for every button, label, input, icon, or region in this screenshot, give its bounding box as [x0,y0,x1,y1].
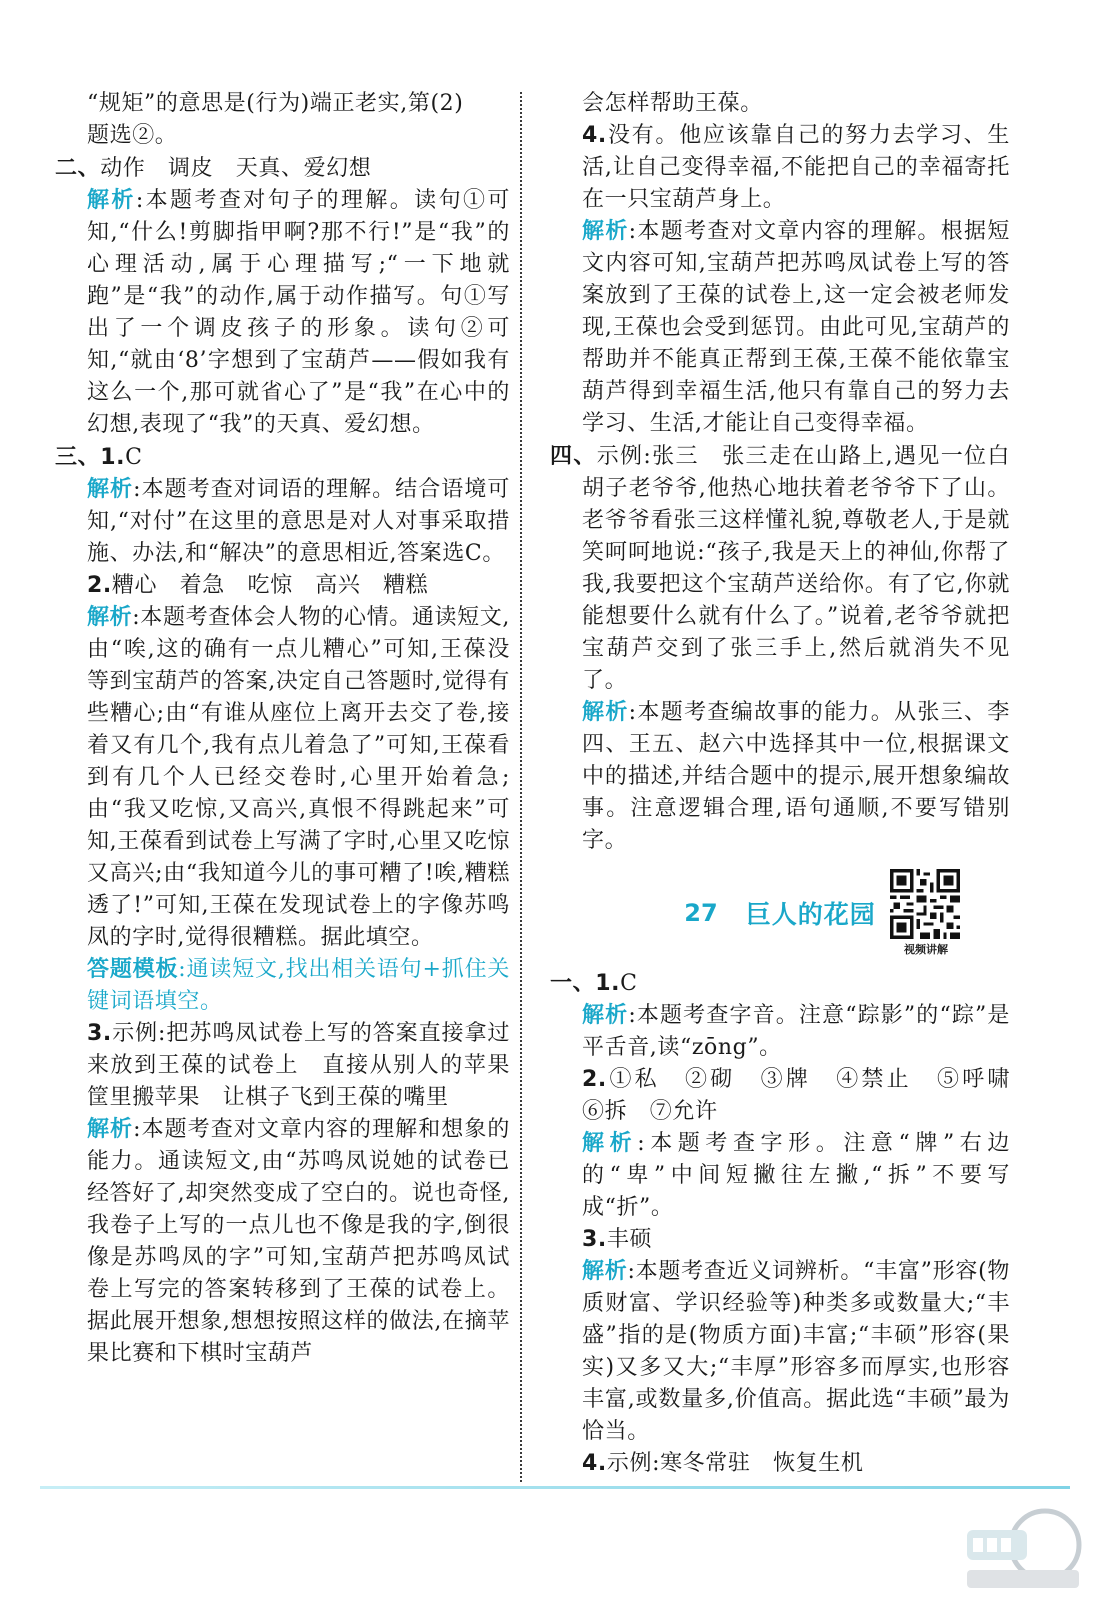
column-divider [520,92,522,1482]
section-3-q4-answer: 4.没有。他应该靠自己的努力去学习、生活,让自己变得幸福,不能把自己的幸福寄托在一只宝葫芦身上。 [582,123,1010,212]
lesson27-q3-explanation: 解析:本题考查近义词辨析。“丰富”形容(物质财富、学识经验等)种类多或数量大;“丰盛”指的是(物质方面)丰富;“丰硕”形容(果实)又多又大;“丰厚”形容多而厚实,也形容丰富,或数量多,价值高。据此选“丰硕”最为恰当。 [582,1259,1011,1444]
section-3-q1-explanation: 解析:本题考查对词语的理解。结合语境可知,“对付”在这里的意思是对人对事采取措施、办法,和“解决”的意思相近,答案选C。 [87,477,510,566]
lesson-number: 27 [684,899,718,927]
lesson-title: 巨人的花园 [745,900,876,929]
jiexi-label: 解析 [582,1003,629,1028]
lesson27-q1-answer: 一、1.C [550,970,638,996]
left-line-1: “规矩”的意思是(行为)端正老实,第(2) [87,91,464,116]
watermark-logo-icon [953,1500,1093,1595]
jiexi-label: 解析 [87,188,136,213]
section-3-q2-explanation: 解析:本题考查体会人物的心情。通读短文,由“唉,这的确有一点儿糟心”可知,王葆没等到宝葫芦的答案,决定自己答题时,觉得有些糟心;由“有谁从座位上离开去交了卷,接着又有几个,我有点儿着急了”可知,王葆看到有几个人已经交卷时,心里开始着急;由“我又吃惊,又高兴,真恨不得跳起来”可知,王葆看到试卷上写满了字时,心里又吃惊又高兴;由“我知道今儿的事可糟了!唉,糟糕透了!”可知,王葆在发现试卷上的字像苏鸣凤的字时,觉得很糟糕。据此填空。 [87,605,510,950]
qr-label: 视频讲解 [904,943,948,956]
lesson27-q4-answer: 4.示例:寒冬常驻 恢复生机 [582,1451,864,1476]
lesson27-q3-answer: 3.丰硕 [582,1227,653,1252]
section-3-q4-explanation: 解析:本题考查对文章内容的理解。根据短文内容可知,宝葫芦把苏鸣凤试卷上写的答案放到了王葆的试卷上,这一定会被老师发现,王葆也会受到惩罚。由此可见,宝葫芦的帮助并不能真正帮到王葆,王葆不能依靠宝葫芦得到幸福生活,他只有靠自己的努力去学习、生活,才能让自己变得幸福。 [582,219,1010,436]
section-3-q1-answer: 三、1.C [55,444,143,470]
left-column [55,88,510,1370]
jiexi-label: 解析 [87,477,134,502]
jiexi-label: 解析 [582,219,629,244]
section-2-answer: 二、动作 调皮 天真、爱幻想 [55,155,372,181]
jiexi-label: 解析 [582,700,629,725]
lesson-header [550,863,1010,963]
jiexi-label: 解析 [87,1117,134,1142]
section-4-answer: 四、示例:张三 张三走在山路上,遇见一位白胡子老爷爷,他热心地扶着老爷爷下了山。老爷爷看张三这样懂礼貌,尊敬老人,于是就笑呵呵地说:“孩子,我是天上的神仙,你帮了我,我要把这个宝葫芦送给你。有了它,你就能想要什么就有什么了。”说着,老爷爷就把宝葫芦交到了张三手上,然后就消失不见了。 [550,443,1010,693]
lesson27-q2-answer: 2.①私 ②砌 ③牌 ④禁止 ⑤呼啸 ⑥拆 ⑦允许 [582,1067,1033,1124]
qr-block[interactable] [890,869,962,957]
lesson27-q1-explanation: 解析:本题考查字音。注意“踪影”的“踪”是平舌音,读“zōng”。 [582,1003,1010,1060]
answer-template: 答题模板:通读短文,找出相关语句+抓住关键词语填空。 [87,957,510,1014]
qr-code-icon[interactable] [890,869,960,939]
left-line-2: 题选②。 [87,123,178,148]
lesson27-q2-explanation: 解析:本题考查字形。注意“牌”右边的“卑”中间短撇往左撇,“拆”不要写成“折”。 [582,1131,1010,1220]
jiexi-label: 解析 [582,1259,628,1284]
section-3-q3-answer: 3.示例:把苏鸣凤试卷上写的答案直接拿过来放到王葆的试卷上 直接从别人的苹果筐里搬苹果 让棋子飞到王葆的嘴里 [87,1021,510,1110]
right-column [550,88,1033,1480]
section-3-q3-explanation: 解析:本题考查对文章内容的理解和想象的能力。通读短文,由“苏鸣凤说她的试卷已经答好了,却突然变成了空白的。说也奇怪,我卷子上写的一点儿也不像是我的字,倒很像是苏鸣凤的字”可知,宝葫芦把苏鸣凤试卷上写完的答案转移到了王葆的试卷上。据此展开想象,想想按照这样的做法,在摘苹果比赛和下棋时宝葫芦 [87,1117,510,1366]
bottom-rule [40,1486,1070,1489]
right-continuation: 会怎样帮助王葆。 [582,91,763,116]
section-4-explanation: 解析:本题考查编故事的能力。从张三、李四、王五、赵六中选择其中一位,根据课文中的描述,并结合题中的提示,展开想象编故事。注意逻辑合理,语句通顺,不要写错别字。 [582,700,1010,853]
jiexi-label: 解析 [582,1131,638,1156]
section-3-q2-answer: 2.糟心 着急 吃惊 高兴 糟糕 [87,573,429,598]
jiexi-label: 解析 [87,605,133,630]
section-2-explanation: 解析:本题考查对句子的理解。读句①可知,“什么!剪脚指甲啊?那不行!”是“我”的心理活动,属于心理描写;“一下地就跑”是“我”的动作,属于动作描写。句①写出了一个调皮孩子的形象。读句②可知,“就由‘8’字想到了宝葫芦——假如我有这么一个,那可就省心了”是“我”在心中的幻想,表现了“我”的天真、爱幻想。 [87,188,511,437]
template-label: 答题模板 [87,957,179,982]
